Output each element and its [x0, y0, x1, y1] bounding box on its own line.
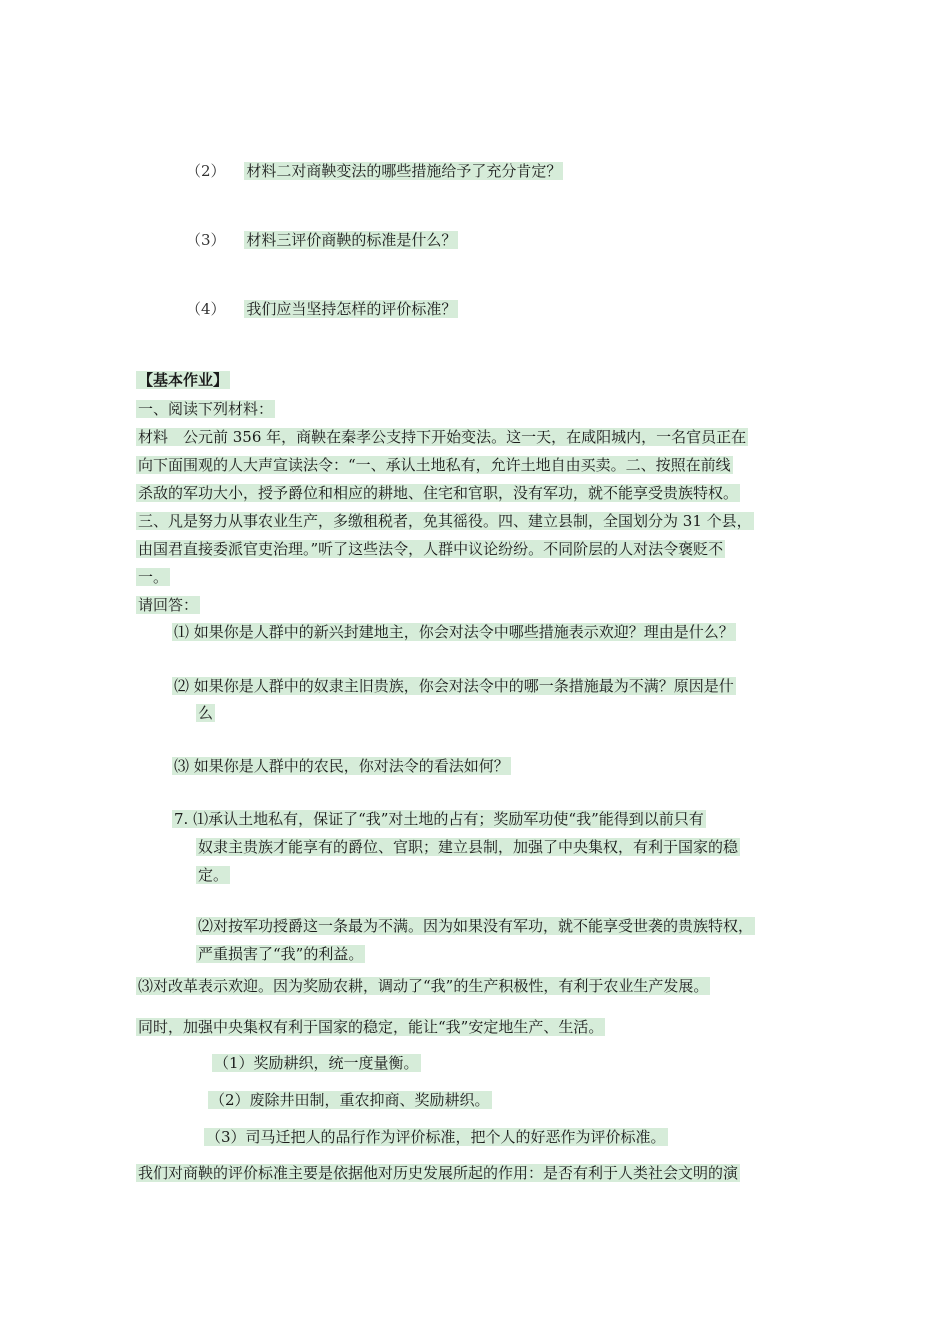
material-line: [136, 566, 170, 588]
answer-7-2: [196, 915, 755, 937]
answer-text: 我们对商鞅的评价标准主要是依据他对历史发展所起的作用：是否有利于人类社会文明的演: [138, 1164, 739, 1182]
sub-question-2: [172, 675, 736, 697]
homework-heading: [136, 369, 230, 391]
sub-question-text: ⑶ 如果你是人群中的农民，你对法令的看法如何？: [174, 757, 509, 775]
material-line: [136, 510, 754, 532]
homework-heading-text: 【基本作业】: [138, 371, 229, 389]
answer-7-1: [172, 808, 706, 830]
answer-7-1-cont: [196, 864, 230, 886]
answer-text: （2）废除井田制，重农抑商、奖励耕织。: [210, 1091, 490, 1109]
answer-text: 奴隶主贵族才能享有的爵位、官职；建立县制，加强了中央集权，有利于国家的稳: [198, 838, 739, 856]
material-line: [136, 538, 725, 560]
question-2: [186, 160, 563, 182]
question-text: 材料三评价商鞅的标准是什么？: [246, 231, 457, 249]
answer-text: 同时，加强中央集权有利于国家的稳定，能让“我”安定地生产、生活。: [138, 1018, 604, 1036]
material-line: [136, 454, 733, 476]
material-text: 一。: [138, 568, 169, 586]
material-text: 材料 公元前 356 年，商鞅在秦孝公支持下开始变法。这一天，在咸阳城内，一名官员正在: [138, 428, 747, 446]
answer-b1: [212, 1052, 421, 1074]
sub-question-text: ⑵ 如果你是人群中的奴隶主旧贵族，你会对法令中的哪一条措施最为不满？原因是什: [174, 677, 734, 695]
question-text: 我们应当坚持怎样的评价标准？: [246, 300, 457, 318]
material-line: [136, 426, 748, 448]
question-text: 材料二对商鞅变法的哪些措施给予了充分肯定？: [246, 162, 562, 180]
sub-question-1: [172, 621, 736, 643]
section-title: [136, 398, 275, 420]
question-number: （2）: [186, 162, 226, 180]
answer-b2: [208, 1089, 492, 1111]
answer-text: （1）奖励耕织，统一度量衡。: [214, 1054, 419, 1072]
answer-text: 定。: [198, 866, 229, 884]
material-line: [136, 482, 740, 504]
sub-question-text: 么: [198, 704, 214, 722]
question-number: （3）: [186, 231, 226, 249]
answer-text: ⑵对按军功授爵这一条最为不满。因为如果没有军功，就不能享受世袭的贵族特权，: [198, 917, 754, 935]
answer-b4: [136, 1162, 740, 1184]
answer-7-1-cont: [196, 836, 740, 858]
sub-question-3: [172, 755, 511, 777]
answer-text: 7. ⑴承认土地私有，保证了“我”对土地的占有；奖励军功使“我”能得到以前只有: [174, 810, 704, 828]
answer-text: （3）司马迁把人的品行作为评价标准，把个人的好恶作为评价标准。: [206, 1128, 666, 1146]
question-3: [186, 229, 458, 251]
answer-7-3-cont: [136, 1016, 605, 1038]
question-number: （4）: [186, 300, 226, 318]
answer-prompt-text: 请回答：: [138, 596, 199, 614]
answer-7-2-cont: [196, 943, 365, 965]
answer-b3: [204, 1126, 668, 1148]
material-text: 三、凡是努力从事农业生产，多缴租税者，免其徭役。四、建立县制，全国划分为 31 个县，: [138, 512, 752, 530]
answer-text: ⑶对改革表示欢迎。因为奖励农耕，调动了“我”的生产积极性，有利于农业生产发展。: [138, 977, 709, 995]
material-text: 由国君直接委派官吏治理。”听了这些法令，人群中议论纷纷。不同阶层的人对法令褒贬不: [138, 540, 724, 558]
answer-7-3: [136, 975, 710, 997]
question-4: [186, 298, 458, 320]
answer-text: 严重损害了“我”的利益。: [198, 945, 364, 963]
answer-prompt: [136, 594, 200, 616]
material-text: 杀敌的军功大小，授予爵位和相应的耕地、住宅和官职，没有军功，就不能享受贵族特权。: [138, 484, 739, 502]
material-text: 向下面围观的人大声宣读法令：“一、承认土地私有，允许土地自由买卖。二、按照在前线: [138, 456, 731, 474]
sub-question-text: ⑴ 如果你是人群中的新兴封建地主，你会对法令中哪些措施表示欢迎？理由是什么？: [174, 623, 734, 641]
section-title-text: 一、阅读下列材料：: [138, 400, 274, 418]
sub-question-2-cont: [196, 702, 215, 724]
